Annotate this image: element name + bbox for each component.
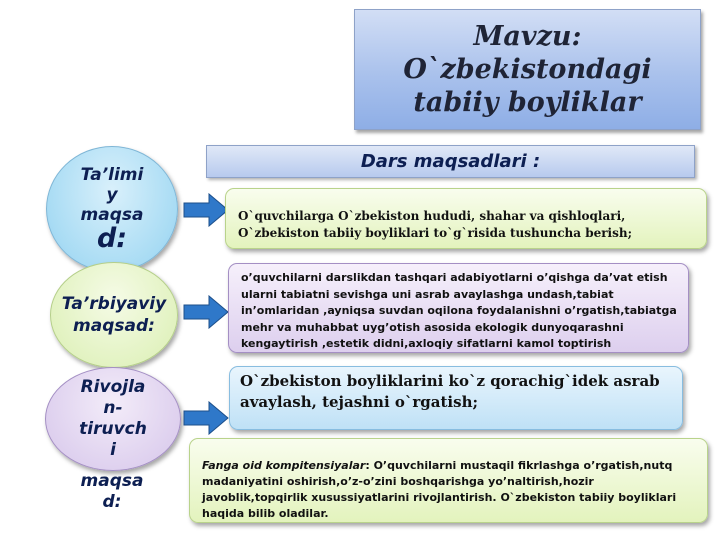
competency-text: : O’quvchilarni mustaqil fikrlashga o’rgatish,nutq madaniyatini oshirish,o’z-o’zini boshqarishga yo’naltirish,hozir javoblik,topqirlik xusussiyatlarini rivojlantirish. O`zbekiston tabiiy boyliklari haqida bilib oladilar. bbox=[202, 459, 677, 520]
goal-card-educational bbox=[225, 188, 707, 249]
goal-label-line: maqsad: bbox=[73, 316, 155, 336]
goal-label-line: maqsa bbox=[80, 205, 144, 225]
title-box bbox=[354, 9, 701, 130]
goal-label-line: d: bbox=[96, 223, 128, 254]
goal-card-text: O`quvchilarga O`zbekiston hududi, shahar va qishloqlari, O`zbekiston tabiiy boyliklari to`g`risida tushuncha berish; bbox=[238, 209, 633, 240]
goal-label-line: n- bbox=[103, 398, 123, 418]
title-line-2: O`zbekistondagi bbox=[403, 54, 652, 85]
goal-label-line: y bbox=[106, 185, 118, 205]
goal-label-line: i bbox=[110, 440, 116, 460]
goal-label-line: tiruvch bbox=[79, 419, 147, 439]
goal-card-text: o’quvchilarni darslikdan tashqari adabiyotlarni o’qishga da’vat etish ularni tabiatni sevishga uni asrab avaylashga undash,tabiat in’omlaridan ,ayniqsa suvdan oqilona foydalanishni o’rgatish,tabiatga mehr va muhabbat uyg’otish asosida ekologik dunyoqarashni kengaytirish ,estetik didni,axloqiy sifatlarni kamol toptirish bbox=[241, 271, 677, 350]
competency-card bbox=[189, 438, 708, 523]
goal-label-line: maqsa bbox=[80, 471, 144, 491]
goal-label-line: Ta’limi bbox=[80, 165, 144, 185]
arrow-right-icon bbox=[183, 295, 229, 329]
goal-card-upbringing bbox=[228, 263, 689, 353]
title-line-3: tabiiy boyliklar bbox=[413, 87, 642, 118]
title-line-1: Mavzu: bbox=[473, 21, 582, 52]
subtitle-text: Dars maqsadlari : bbox=[360, 151, 541, 172]
goal-card-text: O`zbekiston boyliklarini ko`z qorachig`idek asrab avaylash, tejashni o`rgatish; bbox=[240, 372, 660, 411]
subtitle-bar bbox=[206, 145, 695, 178]
arrow-right-icon bbox=[183, 401, 229, 435]
goal-oval-developmental bbox=[45, 367, 181, 471]
goal-label-line: Rivojla bbox=[80, 377, 146, 397]
arrow-right-icon bbox=[183, 193, 229, 227]
goal-oval-developmental-overflow bbox=[62, 471, 162, 523]
goal-label-line: d: bbox=[102, 492, 122, 512]
goal-oval-educational bbox=[46, 146, 178, 272]
goal-oval-upbringing bbox=[50, 262, 178, 368]
goal-label-line: Ta’rbiyaviy bbox=[61, 294, 167, 314]
competency-lead: Fanga oid kompitensiyalar bbox=[202, 459, 366, 472]
goal-card-developmental bbox=[229, 366, 683, 430]
